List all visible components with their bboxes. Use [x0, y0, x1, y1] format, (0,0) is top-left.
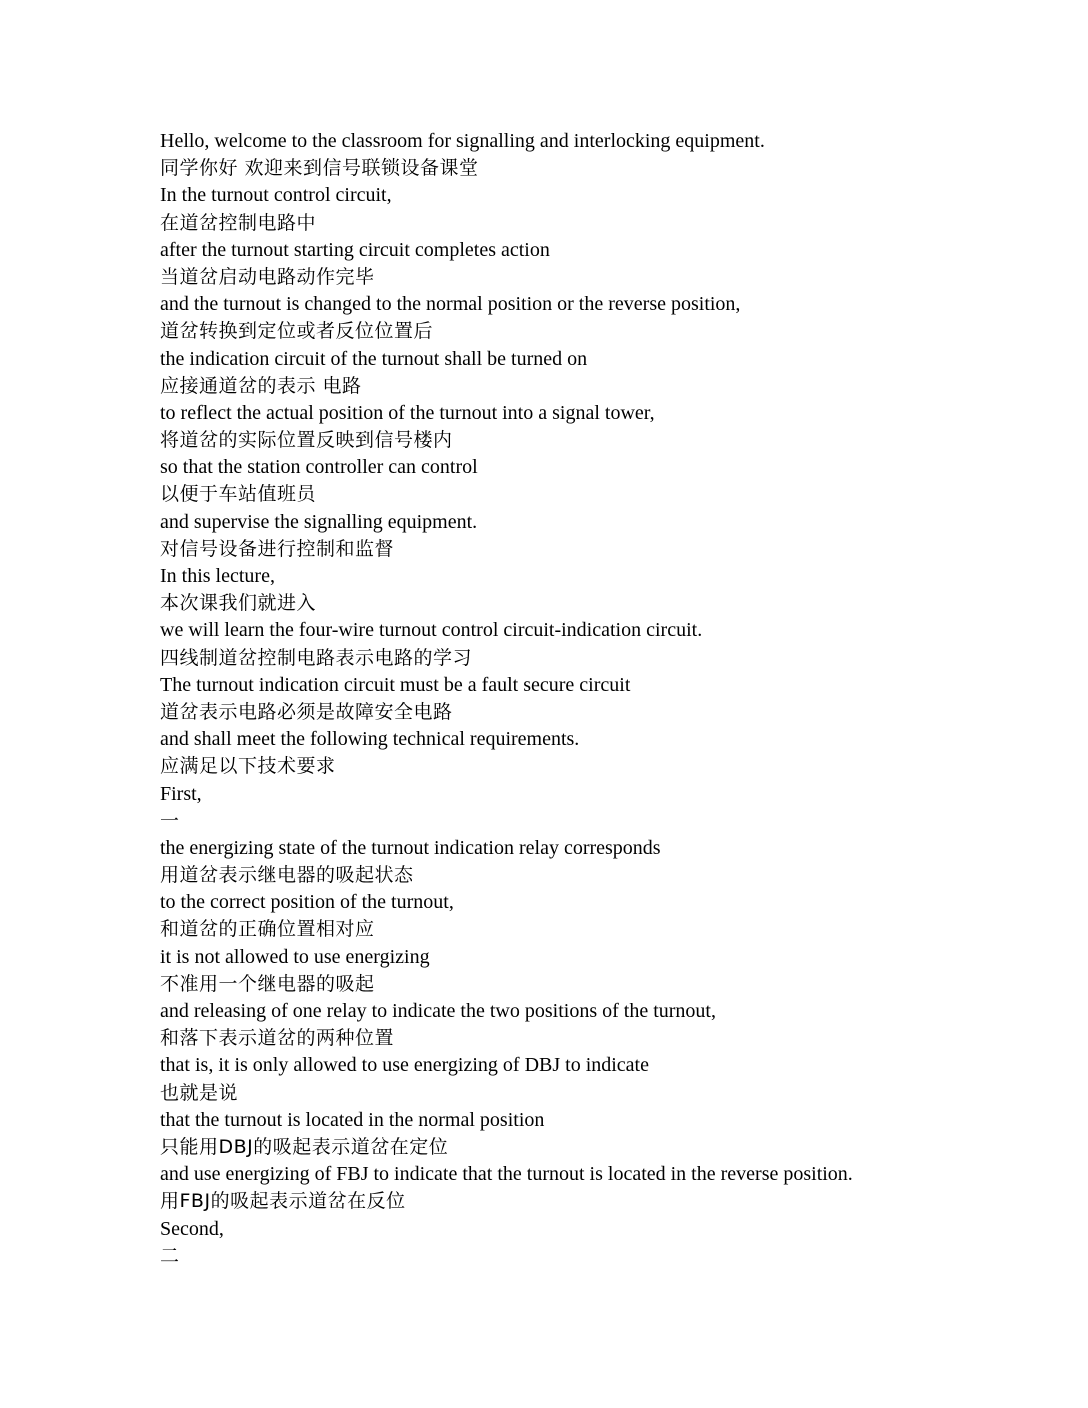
text-line-en: and the turnout is changed to the normal position or the reverse position, [160, 293, 741, 316]
text-line-en: that is, it is only allowed to use energizing of DBJ to indicate [160, 1054, 649, 1077]
text-line-zh: 一 [160, 809, 180, 832]
text-line-en: In the turnout control circuit, [160, 184, 392, 207]
text-line-en: First, [160, 782, 202, 805]
text-line-zh: 应满足以下技术要求 [160, 755, 336, 778]
text-line-zh: 将道岔的实际位置反映到信号楼内 [160, 429, 453, 452]
text-line-en: after the turnout starting circuit completes action [160, 238, 550, 261]
text-line-en: to reflect the actual position of the turnout into a signal tower, [160, 401, 655, 424]
text-line-en: we will learn the four-wire turnout control circuit-indication circuit. [160, 619, 703, 642]
text-line-en: and releasing of one relay to indicate the two positions of the turnout, [160, 1000, 716, 1022]
text-line-zh: 用FBJ的吸起表示道岔在反位 [160, 1190, 406, 1213]
text-line-zh: 二 [160, 1244, 180, 1267]
text-line-en: that the turnout is located in the normal position [160, 1108, 545, 1131]
text-line-zh: 对信号设备进行控制和监督 [160, 537, 395, 560]
text-line-en: so that the station controller can control [160, 456, 478, 479]
text-line-zh: 不准用一个继电器的吸起 [160, 972, 375, 995]
text-line-en: the energizing state of the turnout indication relay corresponds [160, 836, 661, 859]
text-line-zh: 四线制道岔控制电路表示电路的学习 [160, 646, 473, 669]
text-line-zh: 道岔表示电路必须是故障安全电路 [160, 700, 453, 723]
text-line-en: to the correct position of the turnout, [160, 891, 454, 914]
text-line-en: and shall meet the following technical requirements. [160, 728, 580, 751]
text-line-zh: 本次课我们就进入 [160, 592, 317, 615]
text-line-en: Hello, welcome to the classroom for signalling and interlocking equipment. [160, 130, 765, 152]
text-line-zh: 以便于车站值班员 [160, 483, 317, 506]
text-line-zh: 也就是说 [160, 1081, 239, 1104]
text-line-zh: 在道岔控制电路中 [160, 211, 317, 234]
text-line-en: the indication circuit of the turnout shall be turned on [160, 347, 588, 370]
text-line-en: Second, [160, 1217, 224, 1240]
text-line-en: and use energizing of FBJ to indicate that the turnout is located in the reverse position. [160, 1163, 853, 1186]
text-line-zh: 和落下表示道岔的两种位置 [160, 1027, 395, 1050]
text-line-zh: 用道岔表示继电器的吸起状态 [160, 864, 414, 887]
text-line-en: and supervise the signalling equipment. [160, 510, 478, 533]
transcript-body [160, 128, 1060, 1270]
text-line-en: it is not allowed to use energizing [160, 945, 430, 968]
text-line-zh: 当道岔启动电路动作完毕 [160, 265, 375, 288]
text-line-zh: 同学你好 欢迎来到信号联锁设备课堂 [160, 157, 479, 180]
text-line-zh: 道岔转换到定位或者反位位置后 [160, 320, 434, 343]
text-line-en: The turnout indication circuit must be a fault secure circuit [160, 673, 631, 696]
text-line-zh: 和道岔的正确位置相对应 [160, 918, 375, 941]
text-line-zh: 只能用DBJ的吸起表示道岔在定位 [160, 1135, 449, 1158]
text-line-en: In this lecture, [160, 565, 275, 587]
text-line-zh: 应接通道岔的表示 电路 [160, 374, 362, 397]
